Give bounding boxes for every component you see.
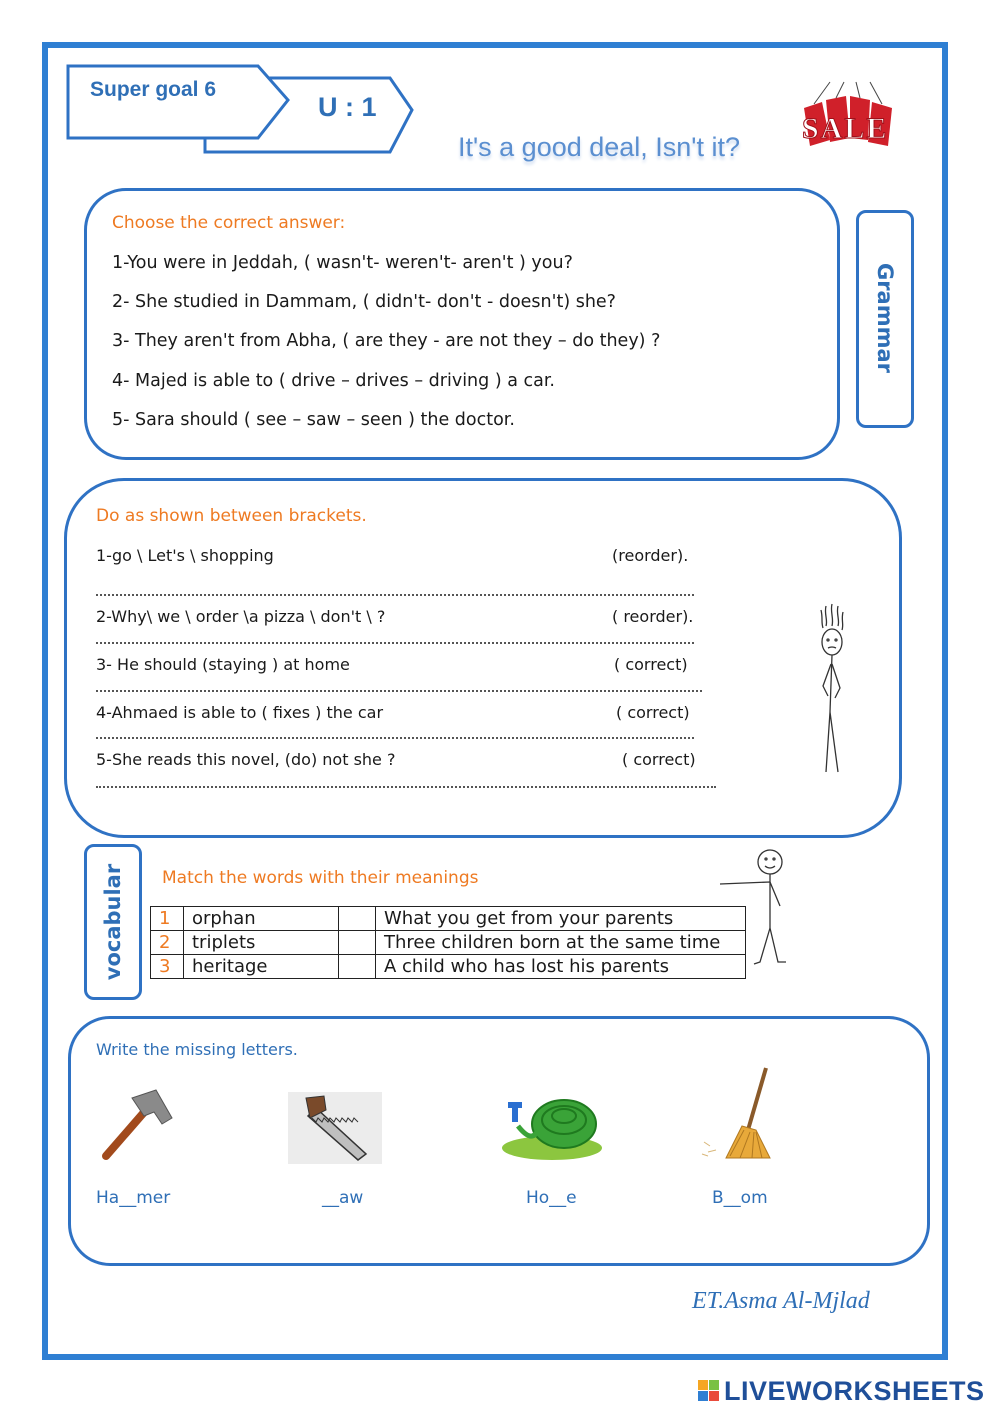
missing-word-hammer[interactable]: Ha__mer	[96, 1188, 171, 1208]
match-blank[interactable]	[339, 955, 376, 979]
brackets-heading: Do as shown between brackets.	[96, 506, 367, 526]
saw-image	[288, 1092, 382, 1164]
table-row	[151, 907, 746, 931]
grammar-heading: Choose the correct answer:	[112, 213, 346, 233]
match-blank[interactable]	[339, 931, 376, 955]
grammar-question-5: 5- Sara should ( see – saw – seen ) the doctor.	[112, 410, 515, 430]
table-row	[151, 955, 746, 979]
bracket-note-3: ( correct)	[614, 655, 688, 674]
liveworksheets-watermark[interactable]: LIVEWORKSHEETS	[724, 1376, 985, 1406]
grammar-question-4: 4- Majed is able to ( drive – drives – driving ) a car.	[112, 371, 555, 391]
missing-word-hose[interactable]: Ho__e	[526, 1188, 577, 1208]
answer-line-1[interactable]	[96, 594, 694, 596]
confused-stick-figure	[808, 600, 858, 780]
vocab-word: triplets	[184, 931, 339, 955]
vocab-meaning: A child who has lost his parents	[376, 955, 746, 979]
vocab-meaning: Three children born at the same time	[376, 931, 746, 955]
bracket-note-5: ( correct)	[622, 750, 696, 769]
bracket-item-4: 4-Ahmaed is able to ( fixes ) the car	[96, 703, 384, 722]
vocabulary-side-label: vocabular	[101, 863, 125, 981]
bracket-note-2: ( reorder).	[612, 607, 694, 626]
vocab-word: orphan	[184, 907, 339, 931]
sale-tag-image	[800, 80, 910, 158]
answer-line-5[interactable]	[96, 786, 716, 788]
missing-word-broom[interactable]: B__om	[712, 1188, 768, 1208]
hose-icon	[498, 1090, 604, 1162]
bracket-item-1: 1-go \ Let's \ shopping	[96, 546, 274, 565]
saw-icon	[288, 1092, 382, 1164]
lesson-title: It's a good deal, Isn't it?	[458, 132, 740, 162]
broom-icon	[698, 1064, 778, 1164]
vocab-meaning: What you get from your parents	[376, 907, 746, 931]
book-title: Super goal 6	[90, 78, 217, 101]
missing-letters-heading: Write the missing letters.	[96, 1040, 298, 1059]
bracket-item-2: 2-Why\ we \ order \a pizza \ don't \ ?	[96, 607, 386, 626]
vocabulary-heading: Match the words with their meanings	[162, 868, 479, 888]
grammar-side-label: Grammar	[873, 262, 897, 374]
pointing-stick-figure	[714, 846, 794, 968]
table-row	[151, 931, 746, 955]
vocab-word: heritage	[184, 955, 339, 979]
bracket-note-4: ( correct)	[616, 703, 690, 722]
grammar-question-1: 1-You were in Jeddah, ( wasn't- weren't- aren't ) you?	[112, 253, 573, 273]
sale-text: SALE	[802, 112, 889, 145]
match-blank[interactable]	[339, 907, 376, 931]
row-number: 2	[151, 931, 184, 955]
grammar-question-3: 3- They aren't from Abha, ( are they - are not they – do they) ?	[112, 331, 661, 351]
row-number: 3	[151, 955, 184, 979]
vocabulary-table	[150, 906, 746, 979]
grammar-question-2: 2- She studied in Dammam, ( didn't- don't - doesn't) she?	[112, 292, 616, 312]
bracket-item-5: 5-She reads this novel, (do) not she ?	[96, 750, 396, 769]
answer-line-2[interactable]	[96, 642, 694, 644]
missing-word-saw[interactable]: __aw	[322, 1188, 364, 1208]
answer-line-4[interactable]	[96, 737, 694, 739]
hammer-icon	[96, 1088, 178, 1164]
liveworksheets-logo-icon	[698, 1380, 720, 1402]
bracket-note-1: (reorder).	[612, 546, 689, 565]
row-number: 1	[151, 907, 184, 931]
author-signature: ET.Asma Al-Mjlad	[692, 1288, 870, 1314]
bracket-item-3: 3- He should (staying ) at home	[96, 655, 350, 674]
answer-line-3[interactable]	[96, 690, 702, 692]
unit-label: U : 1	[318, 92, 377, 122]
